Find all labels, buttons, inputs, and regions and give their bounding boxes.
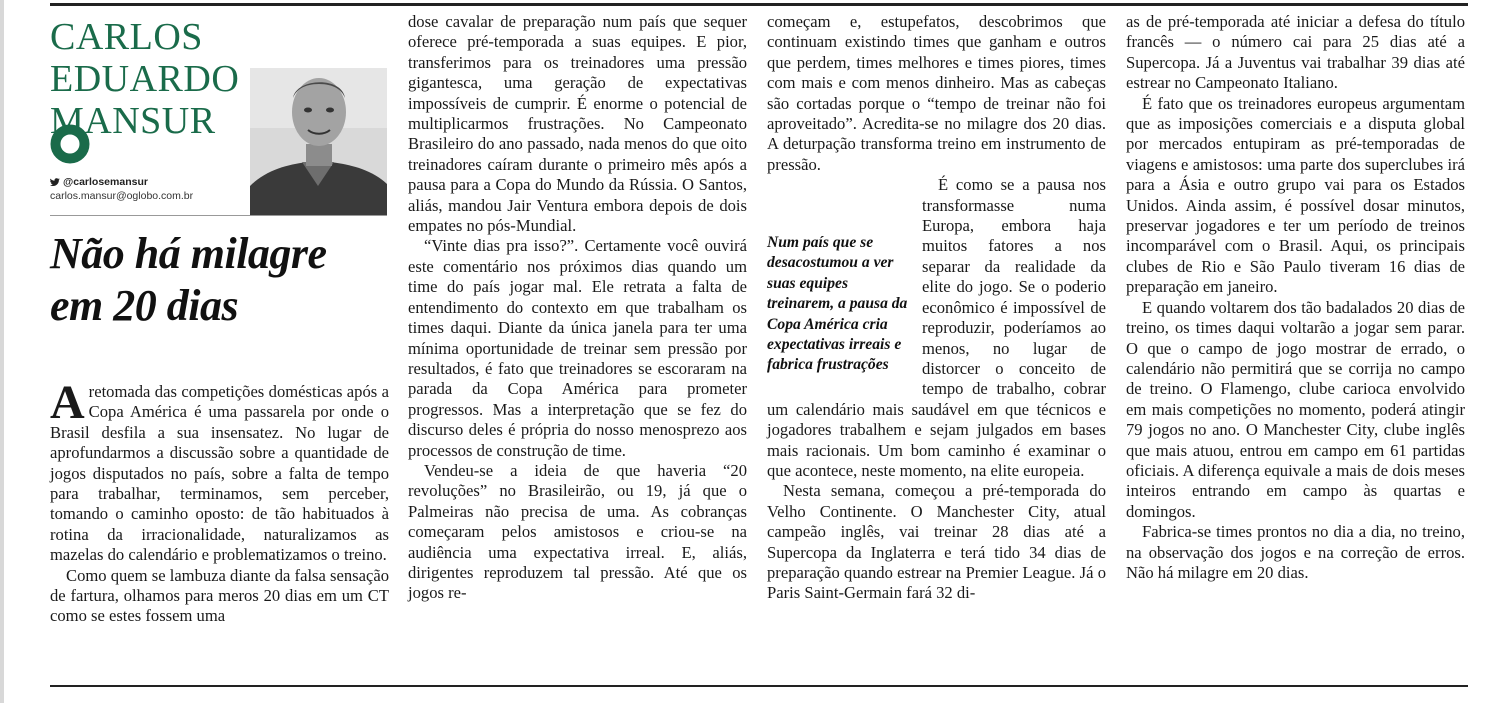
column-3-paragraph-2-text: É como se a pausa nos transformasse numa Europa, embora haja muitos fatores a nos separar da realidade da elite do jogo. Se o poderio econômico é impossível de reproduzir, poderíamos ao menos, no lugar de distorcer o conceito de tempo de trabalho, cobrar um calendário mais saudável — [767, 175, 1106, 419]
column-2 — [408, 12, 747, 604]
article-headline — [50, 228, 395, 332]
bottom-rule — [50, 685, 1468, 687]
column-2-paragraph-2: “Vinte dias pra isso?”. Certamente você ouvirá este comentário nos próximos dias quando um time do país jogar mal. Ele retrata a falta de entendimento do contexto em que trabalham os times daqui. Diante da única janela para ter uma mínima oportunidade de treinar sem pressão por resultados, é fato que treinadores se escoraram na parada da Copa América para prometer progressos. Mas a interpretação que se fez do discurso deles é própria do nosso menosprezo aos processos de construção de time. — [408, 236, 747, 460]
author-name-line2: MANSUR — [50, 100, 216, 142]
author-block-rule — [50, 215, 387, 216]
column-4-paragraph-2: É fato que os treinadores europeus argumentam que as imposições comerciais e a disputa global por mercados entupiram as pré-temporadas de viagens e amistosos: uma parte dos superclubes irá para a Ásia e outro grupo vai para os Estados Unidos. Ainda assim, é possível dosar minutos, preservar jogadores e ter um período de treinos incomparável com o Brasil. Aqui, os principais clubes de Rio e São Paulo tiveram 16 dias de preparação em janeiro. — [1126, 93, 1465, 297]
twitter-handle — [50, 176, 148, 188]
column-4-paragraph-1: as de pré-temporada até iniciar a defesa do título francês — o número cai para 25 dias até a Supercopa. Já a Juventus vai trabalhar 39 dias até estrear no Campeonato Italiano. — [1126, 12, 1465, 93]
column-4-paragraph-4: Fabrica-se times prontos no dia a dia, no treino, na observação dos jogos e na correção de erros. Não há milagre em 20 dias. — [1126, 522, 1465, 582]
column-2-paragraph-1: dose cavalar de preparação num país que sequer oferece pré-temporada a suas equipes. E pior, transferimos para os treinadores uma pressão gigantesca, uma geração de expectativas impossíveis de cumprir. É enorme o potencial de multiplicarmos frustrações. No Campeonato Brasileiro do ano passado, nada menos do que oito treinadores caíram durante o primeiro mês após a pausa para a Copa do Mundo da Rússia. O Santos, aliás, mandou Jair Ventura embora depois de dois empates no pós-Mundial. — [408, 12, 747, 236]
column-3-paragraph-1: começam e, estupefatos, descobrimos que continuam existindo times que ganham e outros que perdem, times melhores e times piores, times com mais e com menos dinheiro. Mas as cabeças são cortadas porque o “tempo de treinar não foi aproveitado”. Acredita-se no milagre dos 20 dias. A deturpação transforma treino em instrumento de pressão. — [767, 12, 1106, 174]
column-3-paragraph-2-rest: em que técnicos e jogadores trabalhem e sejam julgados em bases mais racionais. Um bom caminho é examinar o que acontece, neste momento, na elite europeia. — [767, 399, 1106, 480]
column-3-paragraph-3: Nesta semana, começou a pré-temporada do Velho Continente. O Manchester City, atual campeão inglês, vai treinar 28 dias até a Supercopa da Inglaterra e terá tido 34 dias de preparação quando estrear na Premier League. Já o Paris Saint-Germain fará 32 di- — [767, 481, 1106, 603]
column-1-paragraph-2: Como quem se lambuza diante da falsa sensação de fartura, olhamos para meros 20 dias em um CT como se estes fossem uma — [50, 565, 390, 626]
author-name-line1: CARLOS EDUARDO — [50, 16, 240, 100]
column-2-paragraph-3: Vendeu-se a ideia de que haveria “20 revoluções” no Brasileirão, ou 19, já que o Palmeiras não precisa de uma. As cobranças começaram pelos amistosos e criou-se na audiência uma expectativa irreal. E, aliás, dirigentes reproduzem tal pressão. Até que os jogos re- — [408, 460, 747, 603]
column-4 — [1126, 12, 1465, 583]
column-1 — [50, 376, 390, 627]
column-3-paragraph-2 — [767, 175, 1106, 481]
author-photo — [250, 68, 387, 216]
page-edge-shadow — [0, 0, 4, 703]
headline-line1: Não há milagre — [50, 229, 327, 278]
author-email: carlos.mansur@oglobo.com.br — [50, 190, 194, 202]
column-3 — [767, 12, 1106, 604]
twitter-handle-text: @carlosemansur — [63, 176, 148, 188]
column-4-paragraph-3: E quando voltarem dos tão badalados 20 dias de treino, os times daqui voltarão a jogar sem parar. O que o campo de jogo mostrar de errado, o calendário não permitirá que se corrija no campo de treino. O Flamengo, clube carioca envolvido em mais competições no momento, poderá atingir 79 jogos no ano. O Manchester City, clube inglês que mais atuou, entrou em campo em 61 partidas oficiais. A diferença equivale a mais de dois meses inteiros entrando em campo às quartas e domingos. — [1126, 297, 1465, 521]
column-1-paragraph-1 — [50, 376, 389, 566]
column-1-paragraph-1-text: retomada das competições domésticas após a Copa América é uma passarela por onde o Brasil desfila a sua insensatez. No lugar de aprofundarmos a discussão sobre a quantidade de jogos disputados no país, sobre a falta de tempo para trabalhar, terminamos, sem perceber, tomando o caminho oposto: de tão habituados à rotina da irracionalidade, naturalizamos as mazelas do calendário e problematizamos o treino. — [50, 382, 389, 565]
headline-line2: em 20 dias — [50, 281, 239, 330]
twitter-bird-icon — [50, 178, 60, 186]
pull-quote: Num país que se desacostumou a ver suas equipes treinarem, a pausa da Copa América cria expectativas irreais e fabrica frustrações — [767, 234, 908, 374]
oglobo-ring-logo-icon — [50, 124, 90, 164]
drop-cap: A — [50, 376, 85, 429]
top-rule — [50, 3, 1468, 6]
